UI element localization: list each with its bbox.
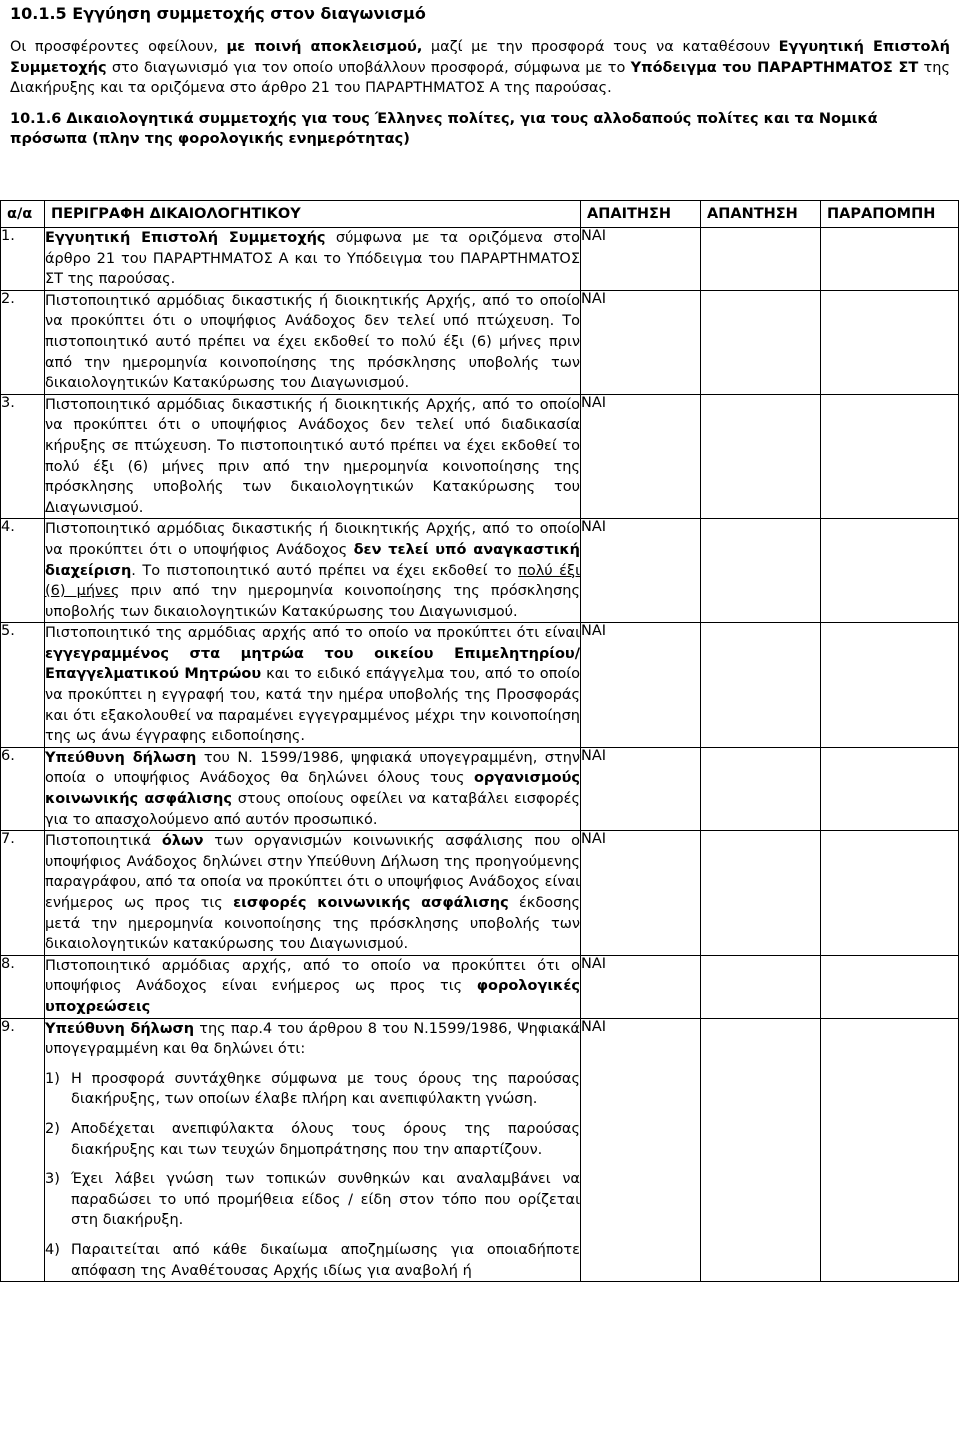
list-item-text: Παραιτείται από κάθε δικαίωμα αποζημίωσης για οποιαδήποτε απόφαση της Αναθέτουσας Αρχής ιδίως για αναβολή ή xyxy=(71,1241,580,1279)
desc-underline: πολύ έξι (6) μήνες xyxy=(45,562,580,600)
intro-bold-2: Εγγυητική Επιστολή Συμμετοχής xyxy=(10,39,951,76)
table-row xyxy=(1,747,959,830)
row-reference xyxy=(821,831,959,956)
desc-text: Πιστοποιητικό αρμόδιας αρχής, από το οποίο να προκύπτει ότι ο υποψήφιος Ανάδοχος είναι ενήμερος ως προς τις xyxy=(45,957,580,995)
subsection-heading: 10.1.6 Δικαιολογητικά συμμετοχής για τους Έλληνες πολίτες, για τους αλλοδαπούς πολίτες και τα Νομικά πρόσωπα (πλην της φορολογικής ενημερότητας) xyxy=(10,110,878,147)
list-item xyxy=(45,1240,580,1281)
intro-text-3: στο διαγωνισμό για τον οποίο υποβάλλουν προσφορά, σύμφωνα με το xyxy=(106,59,631,76)
row-reference xyxy=(821,1018,959,1282)
intro-text-4: της Διακήρυξης και τα οριζόμενα στο άρθρο 21 του ΠΑΡΑΡΤΗΜΑΤΟΣ Α της παρούσας. xyxy=(10,59,950,96)
table-header-row xyxy=(1,201,959,228)
table-row xyxy=(1,519,959,623)
row-requirement: ΝΑΙ xyxy=(581,519,701,623)
desc-bold: οργανισμούς κοινωνικής ασφάλισης xyxy=(45,770,580,808)
row-answer xyxy=(701,228,821,291)
desc-text: σύμφωνα με τα οριζόμενα στο άρθρο 21 του ΠΑΡΑΡΤΗΜΑΤΟΣ Α και το Υπόδειγμα του ΠΑΡΑΡΤΗΜΑΤΟΣ ΣΤ της παρούσας. xyxy=(45,230,580,288)
row-description: Πιστοποιητικό αρμόδιας δικαστικής ή διοικητικής Αρχής, από το οποίο να προκύπτει ότι ο υποψήφιος Ανάδοχος δεν τελεί υπό διαδικασία κήρυξης σε πτώχευση. Το πιστοποιητικό αυτό πρέπει να έχει εκδοθεί το πολύ έξι (6) μήνες πριν από την ημερομηνία κοινοποίησης της πρόσκλησης υποβολής των δικαιολογητικών Κατακύρωσης του Διαγωνισμού. xyxy=(45,394,581,519)
desc-bold: εγγεγραμμένος στα μητρώα του οικείου Επιμελητηρίου/Επαγγελματικού Μητρώου xyxy=(45,645,580,683)
desc-text: Πιστοποιητικά xyxy=(45,833,162,850)
list-item-text: Αποδέχεται ανεπιφύλακτα όλους τους όρους της παρούσας διακήρυξης και των τευχών δημοπράτησης που την απαρτίζουν. xyxy=(71,1120,580,1158)
intro-bold-3: Υπόδειγμα του ΠΑΡΑΡΤΗΜΑΤΟΣ ΣΤ xyxy=(630,59,919,76)
desc-text: των οργανισμών κοινωνικής ασφάλισης που ο υποψήφιος Ανάδοχος δηλώνει στην Υπεύθυνη Δήλωση της προηγούμενης παραγράφου, από τα οποία να προκύπτει ότι ο υποψήφιος Ανάδοχος είναι ενήμερος ως προς τις xyxy=(45,833,581,911)
desc-bold: φορολογικές υποχρεώσεις xyxy=(45,978,580,1015)
row-description xyxy=(45,955,581,1018)
table-row xyxy=(1,955,959,1018)
desc-bold: Υπεύθυνη δήλωση xyxy=(45,749,197,766)
row-reference xyxy=(821,747,959,830)
row-description xyxy=(45,831,581,956)
row-number: 9. xyxy=(1,1018,45,1282)
header-description: ΠΕΡΙΓΡΑΦΗ ΔΙΚΑΙΟΛΟΓΗΤΙΚΟΥ xyxy=(45,201,581,228)
row-reference xyxy=(821,228,959,291)
row-description xyxy=(45,1018,581,1282)
desc-text: . Το πιστοποιητικό αυτό πρέπει να έχει εκδοθεί το xyxy=(131,562,519,579)
row-answer xyxy=(701,290,821,394)
list-item xyxy=(45,1069,580,1110)
intro-text-2: μαζί με την προσφορά τους να καταθέσουν xyxy=(422,39,779,55)
table-row xyxy=(1,290,959,394)
intro-paragraph xyxy=(10,37,950,99)
row-description xyxy=(45,519,581,623)
row-number: 2. xyxy=(1,290,45,394)
row-number: 6. xyxy=(1,747,45,830)
row-number: 8. xyxy=(1,955,45,1018)
row-reference xyxy=(821,955,959,1018)
row-description xyxy=(45,228,581,291)
row-answer xyxy=(701,519,821,623)
desc-text: στους οποίους οφείλει να καταβάλει εισφορές για το απασχολούμενο από αυτόν προσωπικό. xyxy=(45,791,580,828)
row-answer xyxy=(701,955,821,1018)
row-requirement: ΝΑΙ xyxy=(581,831,701,956)
desc-text: και το ειδικό επάγγελμα του, από το οποίο να προκύπτει η εγγραφή του, κατά την ημέρα υποβολής της Προσφοράς και ότι εξακολουθεί να παραμένει εγγεγραμμένος μέχρι την κοινοποίηση της ως άνω έγγραφης ειδοποίησης. xyxy=(45,666,580,745)
desc-text: Πιστοποιητικό της αρμόδιας αρχής από το οποίο να προκύπτει ότι είναι xyxy=(45,625,580,642)
intro-bold-1: με ποινή αποκλεισμού, xyxy=(226,39,423,55)
row-requirement: ΝΑΙ xyxy=(581,955,701,1018)
row-answer xyxy=(701,1018,821,1282)
row-answer xyxy=(701,831,821,956)
intro-text-1: Οι προσφέροντες οφείλουν, xyxy=(10,39,227,55)
row-description: Πιστοποιητικό αρμόδιας δικαστικής ή διοικητικής Αρχής, από το οποίο να προκύπτει ότι ο υποψήφιος Ανάδοχος δεν τελεί υπό πτώχευση. Το πιστοποιητικό αυτό πρέπει να έχει εκδοθεί το πολύ έξι (6) μήνες πριν από την ημερομηνία κοινοποίησης της πρόσκλησης υποβολής των δικαιολογητικών Κατακύρωσης του Διαγωνισμού. xyxy=(45,290,581,394)
list-item-text: Έχει λάβει γνώση των τοπικών συνθηκών και αναλαμβάνει να παραδώσει το υπό προμήθεια είδος / είδη στον τόπο που ορίζεται στη διακήρυξη. xyxy=(71,1171,580,1229)
row-number: 5. xyxy=(1,623,45,748)
list-item-text: Η προσφορά συντάχθηκε σύμφωνα με τους όρους της παρούσας διακήρυξης, των οποίων έλαβε πλήρη και ανεπιφύλακτη γνώση. xyxy=(71,1070,580,1108)
row-reference xyxy=(821,519,959,623)
row-requirement: ΝΑΙ xyxy=(581,394,701,519)
table-row xyxy=(1,394,959,519)
desc-text: έκδοσης μετά την ημερομηνία κοινοποίησης της πρόσκλησης υποβολής των δικαιολογητικών κατακύρωσης του Διαγωνισμού. xyxy=(45,895,580,953)
list-item xyxy=(45,1119,580,1160)
row-reference xyxy=(821,290,959,394)
list-item-number: 4) xyxy=(45,1241,60,1258)
table-row xyxy=(1,228,959,291)
row-requirement: ΝΑΙ xyxy=(581,747,701,830)
list-item xyxy=(45,1169,580,1231)
desc-bold: εισφορές κοινωνικής ασφάλισης xyxy=(233,895,509,911)
row-description xyxy=(45,747,581,830)
desc-intro xyxy=(45,1019,580,1060)
desc-bold: όλων xyxy=(161,833,204,850)
row-reference xyxy=(821,623,959,748)
header-requirement: ΑΠΑΙΤΗΣΗ xyxy=(581,201,701,228)
row-requirement: ΝΑΙ xyxy=(581,623,701,748)
row-answer xyxy=(701,747,821,830)
row-number: 7. xyxy=(1,831,45,956)
row-number: 4. xyxy=(1,519,45,623)
row-requirement: ΝΑΙ xyxy=(581,290,701,394)
section-guarantee xyxy=(10,4,950,150)
row-description xyxy=(45,623,581,748)
row-answer xyxy=(701,623,821,748)
header-index: α/α xyxy=(1,201,45,228)
section-heading: 10.1.5 Εγγύηση συμμετοχής στον διαγωνισμό xyxy=(10,4,426,23)
desc-bold: Εγγυητική Επιστολή Συμμετοχής xyxy=(45,230,326,246)
table-row xyxy=(1,623,959,748)
row-number: 3. xyxy=(1,394,45,519)
row-reference xyxy=(821,394,959,519)
row-requirement: ΝΑΙ xyxy=(581,1018,701,1282)
list-item-number: 1) xyxy=(45,1070,60,1087)
row-answer xyxy=(701,394,821,519)
header-answer: ΑΠΑΝΤΗΣΗ xyxy=(701,201,821,228)
row-requirement: ΝΑΙ xyxy=(581,228,701,291)
documents-table xyxy=(0,200,959,1282)
list-item-number: 3) xyxy=(45,1171,60,1188)
table-row xyxy=(1,1018,959,1282)
desc-text: του Ν. 1599/1986, ψηφιακά υπογεγραμμένη, στην οποία ο υποψήφιος Ανάδοχος θα δηλώνει όλους τους xyxy=(45,749,581,787)
desc-text: πριν από την ημερομηνία κοινοποίησης της πρόσκλησης υποβολής των δικαιολογητικών Κατακύρωσης του Διαγωνισμού. xyxy=(45,583,580,620)
desc-bold: Υπεύθυνη δήλωση xyxy=(45,1020,195,1037)
desc-text: Πιστοποιητικό αρμόδιας δικαστικής ή διοικητικής Αρχής, από το οποίο να προκύπτει ότι ο υποψήφιος Ανάδοχος xyxy=(45,521,580,558)
desc-text: της παρ.4 του άρθρου 8 του Ν.1599/1986, Ψηφιακά υπογεγραμμένη και θα δηλώνει ότι: xyxy=(45,1020,580,1058)
desc-bold: δεν τελεί υπό αναγκαστική διαχείριση xyxy=(45,541,580,579)
table-row xyxy=(1,831,959,956)
header-reference: ΠΑΡΑΠΟΜΠΗ xyxy=(821,201,959,228)
row-number: 1. xyxy=(1,228,45,291)
list-item-number: 2) xyxy=(45,1120,60,1137)
